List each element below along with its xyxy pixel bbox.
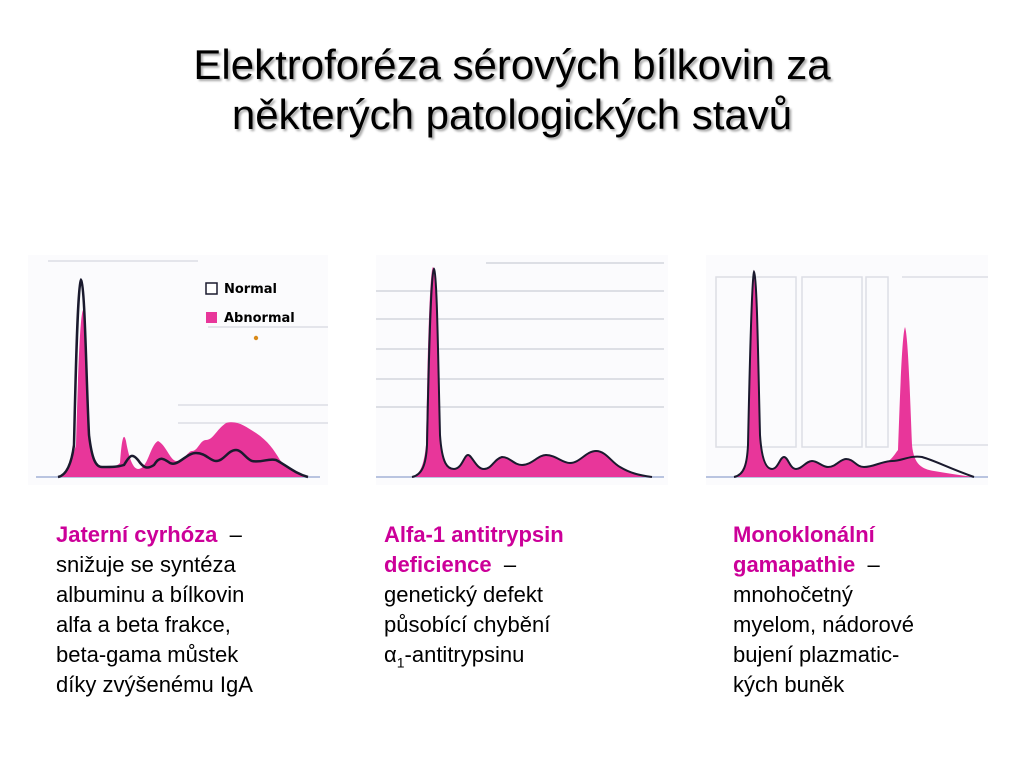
caption-line: albuminu a bílkovin xyxy=(56,582,245,607)
legend-abnormal-swatch xyxy=(206,312,217,323)
caption-cirrhosis-line-1 xyxy=(56,520,346,550)
term-monoclonal-line-1: Monoklonální xyxy=(733,522,875,547)
title-line-2: některých patologických stavů xyxy=(231,91,793,138)
term-monoclonal-line-2: gamapathie xyxy=(733,552,856,577)
caption-line: snižuje se syntéza xyxy=(56,552,236,577)
dash: – xyxy=(229,522,242,547)
caption-line: myelom, nádorové xyxy=(733,612,914,637)
caption-line: bujení plazmatic- xyxy=(733,642,900,667)
alpha-subscript: 1 xyxy=(396,654,405,671)
caption-line: mnohočetný xyxy=(733,582,853,607)
electrophoresis-panel-alpha1-deficiency xyxy=(376,255,668,485)
electrophoresis-panel-monoclonal xyxy=(706,255,988,485)
legend-normal-swatch xyxy=(206,283,217,294)
caption-line: kých buněk xyxy=(733,672,845,697)
caption-line: díky zvýšenému IgA xyxy=(56,672,253,697)
caption-line: působící chybění xyxy=(384,612,551,637)
caption-alpha1-deficiency xyxy=(384,520,674,677)
caption-line: genetický defekt xyxy=(384,582,543,607)
dash: – xyxy=(867,552,880,577)
electrophoresis-panel-cirrhosis xyxy=(28,255,328,485)
monoclonal-electrophoresis-graphic xyxy=(706,255,988,485)
dash: – xyxy=(503,552,517,577)
term-alpha1-line-2: deficience xyxy=(384,552,492,577)
alpha-rest: -antitrypsinu xyxy=(404,642,525,667)
caption-line: beta-gama můstek xyxy=(56,642,239,667)
term-cirrhosis: Jaterní cyrhóza xyxy=(56,522,218,547)
legend-abnormal-label: Abnormal xyxy=(224,311,295,326)
caption-monoclonal xyxy=(733,520,1003,700)
alpha-symbol: α xyxy=(384,642,397,667)
dot-mark xyxy=(254,336,258,340)
caption-monoclonal-line-2 xyxy=(733,550,1003,580)
caption-alpha1-line-2 xyxy=(384,550,674,580)
term-alpha1-line-1: Alfa-1 antitrypsin xyxy=(384,522,564,547)
caption-line-alpha xyxy=(384,640,674,677)
cirrhosis-electrophoresis-graphic xyxy=(28,255,328,485)
title-line-1: Elektroforéza sérových bílkovin za xyxy=(193,41,831,88)
legend-normal-label: Normal xyxy=(224,282,277,297)
caption-line: alfa a beta frakce, xyxy=(56,612,231,637)
caption-cirrhosis xyxy=(56,520,346,700)
alpha1-electrophoresis-graphic xyxy=(376,255,668,485)
slide-title xyxy=(0,40,1024,140)
